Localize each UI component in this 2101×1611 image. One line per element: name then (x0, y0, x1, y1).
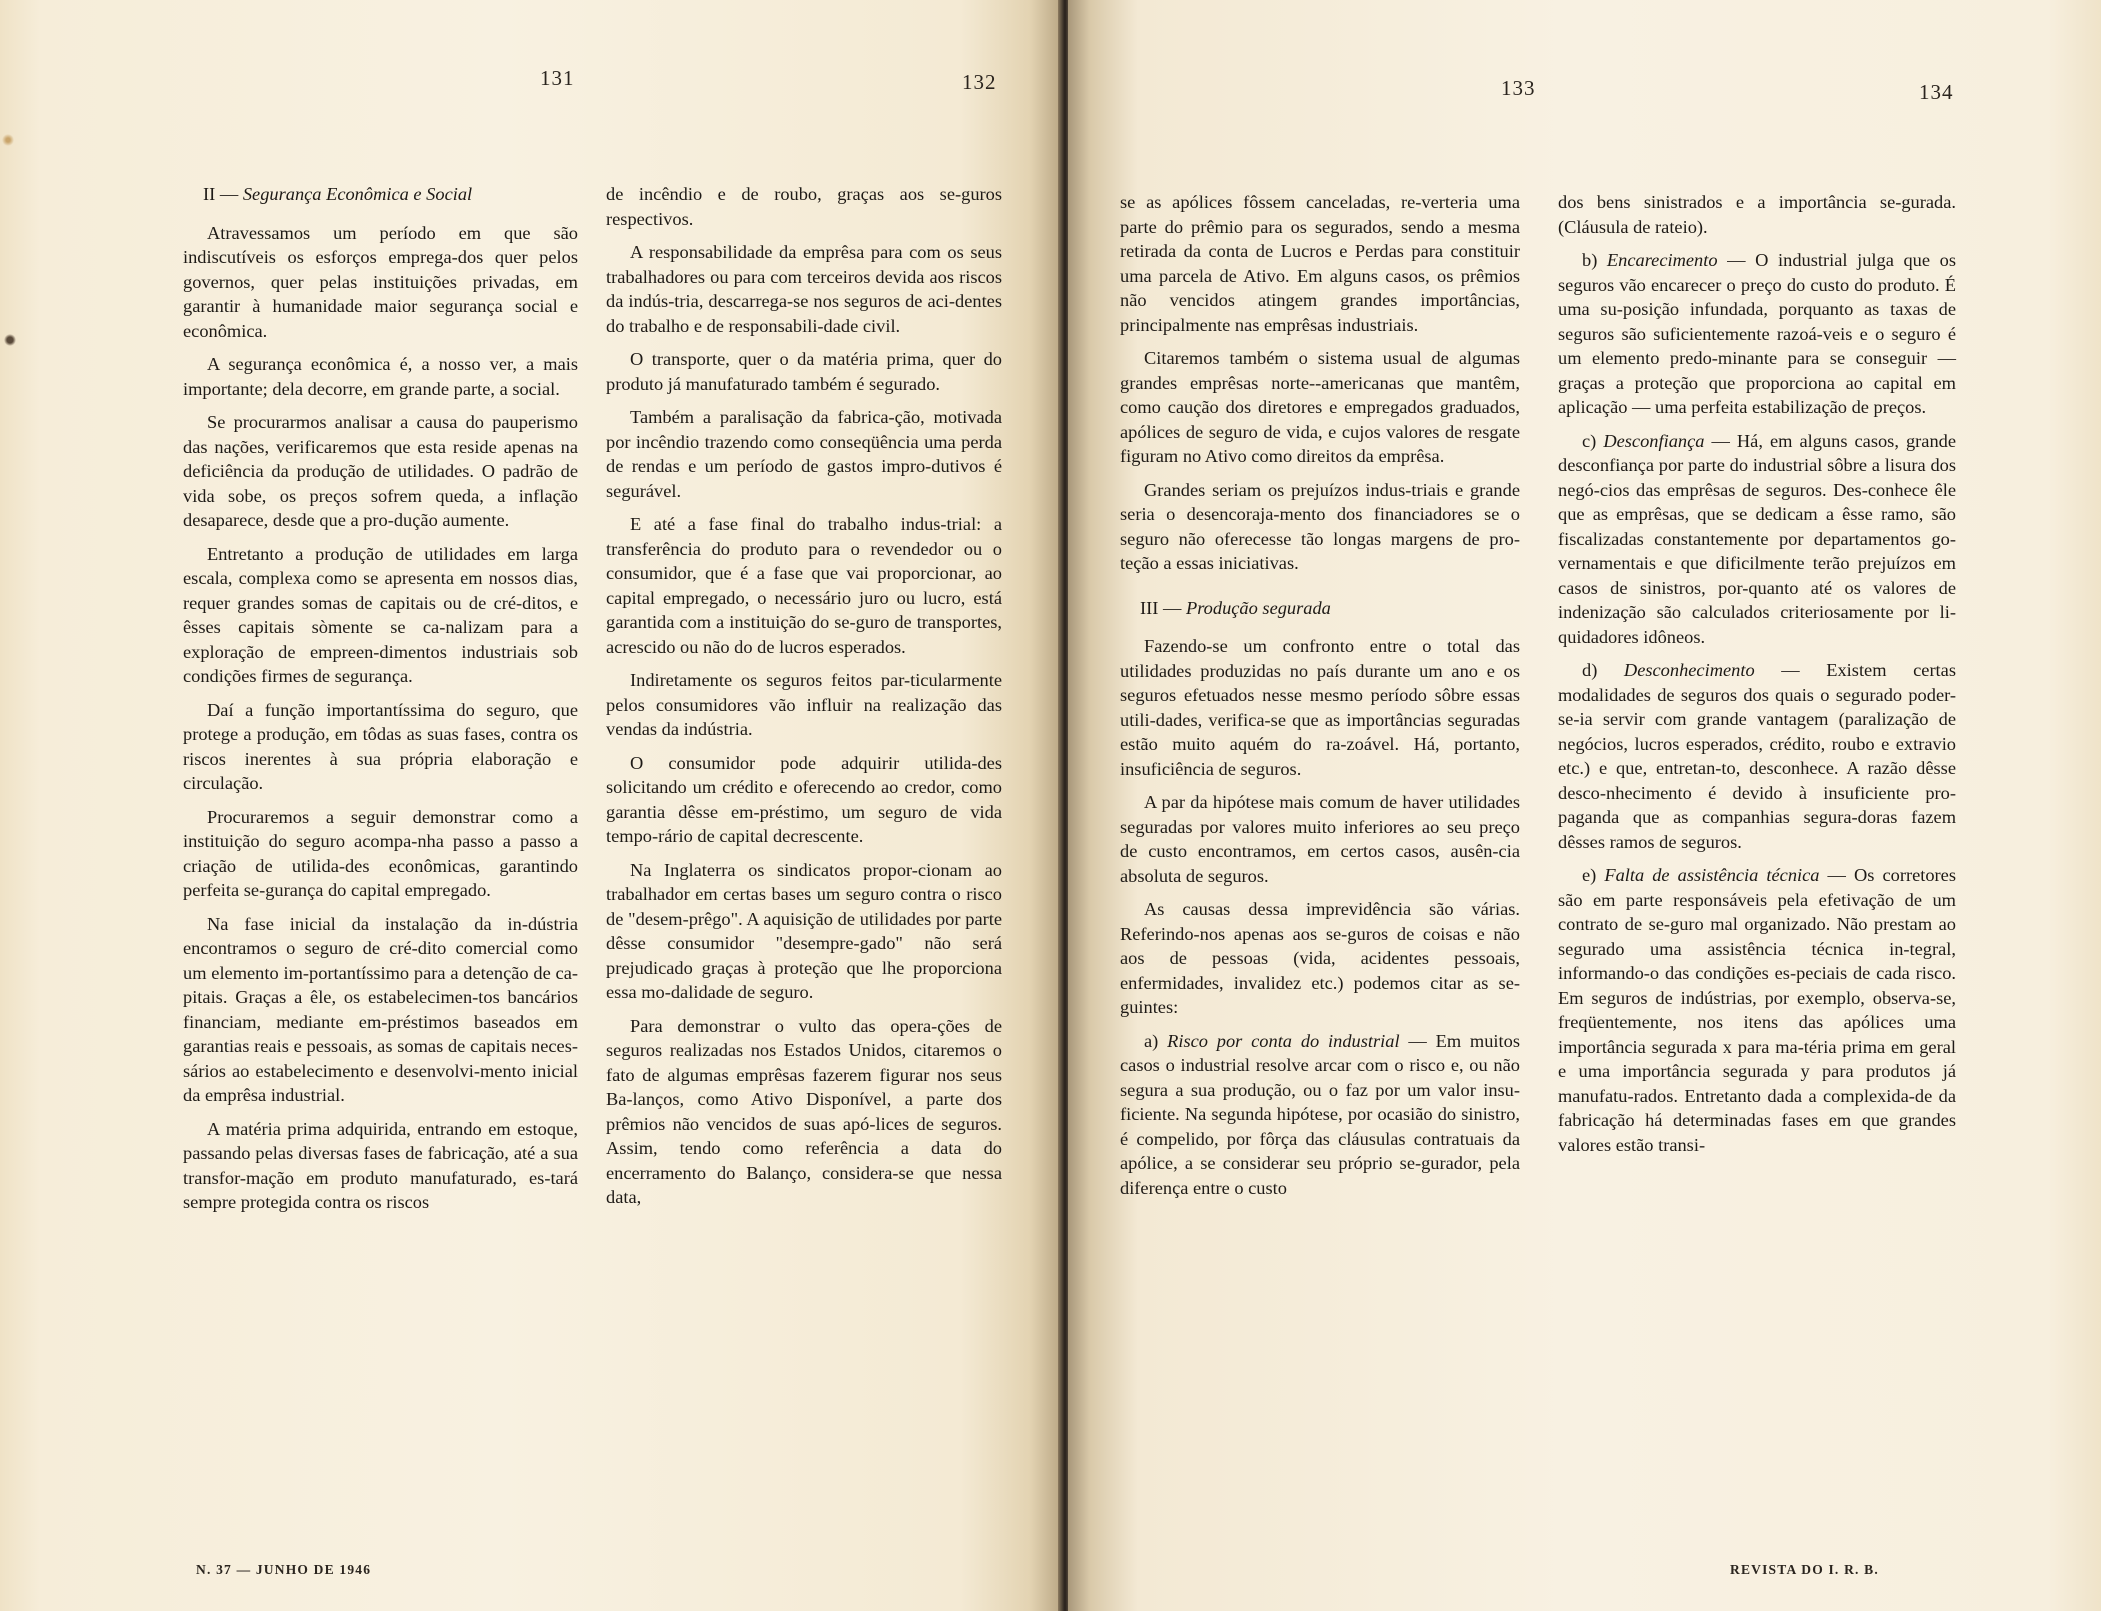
paragraph: A matéria prima adquirida, entrando em estoque, passando pelas diversas fases de fabricação, até a sua transfor-mação em produto manufaturado, es-tará sempre protegida contra os riscos (183, 1118, 578, 1212)
paragraph: Na Inglaterra os sindicatos propor-cionam ao trabalhador em certas bases um seguro contra o risco de "desem-prêgo". A aquisição de utilidades por parte dêsse consumidor "desempre-gado" não será prejudicado graças à proteção que lhe proporciona essa mo-dalidade de seguro. (606, 859, 1002, 1002)
item-title: Desconhecimento (1623, 660, 1755, 680)
item-label: e) (1582, 865, 1605, 885)
list-item-c (1558, 429, 1956, 650)
list-item-d (1558, 658, 1956, 854)
paragraph: O transporte, quer o da matéria prima, quer do produto já manufaturado também é segurado. (606, 349, 1002, 394)
paragraph: Entretanto a produção de utilidades em larga escala, complexa como se apresenta em nossos dias, requer grandes somas de capitais ou de cré-ditos, e êsses capitais sòmente se ca-nalizam para a exploração de empreen-dimentos industriais sob condições firmes de segurança. (183, 543, 578, 686)
section-heading-iii (1120, 596, 1520, 621)
section-heading-prefix: III — (1140, 597, 1186, 618)
paragraph: Citaremos também o sistema usual de algumas grandes emprêsas norte--americanas que mantêm, como caução dos diretores e empregados graduados, apólices de seguro de vida, e cujos valores de resgate figuram no Ativo como direitos da emprêsa. (1120, 348, 1520, 466)
paragraph: Também a paralisação da fabrica-ção, motivada por incêndio trazendo como conseqüência uma perda de rendas e um período de gastos impro-dutivos é segurável. (606, 407, 1002, 501)
column-page-133 (1120, 190, 1520, 1209)
paragraph: Para demonstrar o vulto das opera-ções de seguros realizadas nos Estados Unidos, citaremos o fato de algumas emprêsas fazerem figurar nos seus Ba-lanços, como Ativo Disponível, a parte dos prêmios não vencidos de suas apó-lices de seguros. Assim, tendo como referência a data do encerramento do Balanço, considera-se que nessa data, (606, 1015, 1002, 1207)
paragraph: Fazendo-se um confronto entre o total das utilidades produzidas no país durante um ano e os seguros efetuados nesse mesmo período sôbre essas utili-dades, verifica-se que as importâncias seguradas estão muito aquém do ra-zoável. Há, portanto, insuficiência de seguros. (1120, 636, 1520, 779)
paragraph: Indiretamente os seguros feitos par-ticularmente pelos consumidores vão influir na realização das vendas da indústria. (606, 670, 1002, 739)
paragraph: Na fase inicial da instalação da in-dústria encontramos o seguro de cré-dito comercial como um elemento im-portantíssimo para a detenção de ca-pitais. Graças a êle, os estabelecimen-tos bancários financiam, mediante em-préstimos baseados em garantias reais e pessoais, as somas de capitais neces-sários ao estabelecimento e desenvolvi-mento inicial da emprêsa industrial. (183, 913, 578, 1105)
section-heading-title: Produção segurada (1185, 597, 1331, 618)
paragraph: Se procurarmos analisar a causa do pauperismo das nações, verificaremos que esta reside apenas na deficiência da produção de utilidades. O padrão de vida sobe, os preços sofrem queda, a inflação desaparece, desde que a pro-dução aumente. (183, 412, 578, 530)
item-text: — Em muitos casos o industrial resolve arcar com o risco e, ou não segura a sua produção, ou o faz por um valor insu-ficiente. Na segunda hipótese, por ocasião do sinistro, é compelido, por fôrça das cláusulas contratuais da apólice, a se considerar seu próprio se-gurador, pela diferença entre o custo (1120, 1030, 1521, 1198)
paragraph: A par da hipótese mais comum de haver utilidades seguradas por valores muito inferiores ao seu preço de custo encontramos, em certos casos, ausên-cia absoluta de seguros. (1120, 792, 1520, 886)
right-page (1068, 0, 2101, 1611)
item-title: Falta de assistência técnica (1604, 865, 1820, 885)
section-heading-title: Segurança Econômica e Social (242, 184, 473, 204)
page-number-131: 131 (540, 66, 575, 90)
item-label: a) (1144, 1030, 1168, 1051)
item-text: — Existem certas modalidades de seguros dos quais o segurado poder-se-ia servir com grande vantagem (paralização de negócios, lucros esperados, crédito, roubo e extravio etc.) e que, entretan-to, desconhece. A razão dêsse desco-nhecimento é devido à insuficiente pro-paganda que as companhias segura-doras fazem dêsses ramos de seguros. (1558, 660, 1956, 852)
paragraph: Grandes seriam os prejuízos indus-triais e grande seria o desencoraja-mento dos financiadores se o seguro não oferecesse tão longas margens de pro-teção a essas iniciativas. (1120, 479, 1520, 573)
column-page-132 (606, 182, 1002, 1219)
section-heading-prefix: II — (203, 184, 243, 204)
column-page-131 (183, 182, 578, 1224)
list-item-b (1558, 248, 1956, 420)
item-text: — O industrial julga que os seguros vão encarecer o preço do custo do produto. É uma su-posição infundada, porquanto as taxas de seguros são suficientemente razoá-veis e o seguro é um elemento predo-minante para se conseguir — graças a proteção que proporciona ao capital em aplicação — uma perfeita estabilização de preços. (1558, 250, 1956, 417)
list-item-a (1120, 1029, 1520, 1201)
paragraph: A segurança econômica é, a nosso ver, a mais importante; dela decorre, em grande parte, a social. (183, 354, 578, 399)
footer-issue: N. 37 — JUNHO DE 1946 (196, 1562, 372, 1577)
paragraph: dos bens sinistrados e a importância se-gurada. (Cláusula de rateio). (1558, 192, 1956, 237)
item-text: — Há, em alguns casos, grande desconfiança por parte do industrial sôbre a lisura dos negó-cios das emprêsas de seguros. Des-conhece êle que as emprêsas, que se dedicam a êsse ramo, são fiscalizadas constantemente por departamentos go-vernamentais e que dificilmente terão prejuízos em casos de sinistros, por-quanto até os valores de indenização são calculados criteriosamente por li-quidadores idôneos. (1558, 430, 1957, 647)
section-heading-ii (183, 182, 578, 207)
item-text: — Os corretores são em parte responsáveis pela efetivação de um contrato de se-guro mal organizado. Não prestam ao segurado uma assistência técnica in-tegral, informando-o das condições es-peciais de cada risco. Em seguros de indústrias, por exemplo, observa-se, freqüentemente, nos itens das apólices uma importância segurada x para ma-téria prima em geral e uma importância segurada y para produtos já manufatu-rados. Entretanto dada a complexida-de da fabricação há determinadas fases em que grandes valores estão transi- (1558, 865, 1956, 1155)
page-edge-stain (0, 120, 18, 420)
item-label: d) (1582, 660, 1624, 680)
paragraph: Daí a função importantíssima do seguro, que protege a produção, em tôdas as suas fases, contra os riscos inerentes à sua própria elaboração e circulação. (183, 699, 578, 793)
page-number-132: 132 (962, 70, 997, 94)
paragraph: de incêndio e de roubo, graças aos se-guros respectivos. (606, 184, 1002, 229)
footer-journal: REVISTA DO I. R. B. (1730, 1562, 1879, 1577)
paragraph: O consumidor pode adquirir utilida-des solicitando um crédito e oferecendo ao credor, como garantia dêsse em-préstimo, um seguro de vida tempo-rário de capital decrescente. (606, 752, 1002, 846)
item-label: c) (1582, 430, 1604, 451)
page-number-134: 134 (1919, 80, 1954, 104)
item-label: b) (1582, 250, 1607, 270)
paragraph: A responsabilidade da emprêsa para com os seus trabalhadores ou para com terceiros devida aos riscos da indús-tria, descarrega-se nos seguros de aci-dentes do trabalho e de responsabili-dade civil. (606, 242, 1002, 336)
paragraph: se as apólices fôssem canceladas, re-verteria uma parte do prêmio para os segurados, sendo a mesma retirada da conta de Lucros e Perdas para constituir uma parcela de Ativo. Em alguns casos, os prêmios não vencidos atingem grandes importâncias, principalmente nas emprêsas industriais. (1120, 192, 1520, 335)
paragraph: Atravessamos um período em que são indiscutíveis os esforços emprega-dos quer pelos governos, quer pelas instituições privadas, em garantir à humanidade maior segurança social e econômica. (183, 222, 578, 341)
page-number-133: 133 (1501, 76, 1536, 100)
item-title: Encarecimento (1606, 250, 1718, 270)
item-title: Risco por conta do industrial (1167, 1030, 1400, 1051)
column-page-134 (1558, 190, 1956, 1166)
paragraph: E até a fase final do trabalho indus-trial: a transferência do produto para o revendedor ou o consumidor, que é a fase que vai proporcionar, ao capital empregado, o necessário juro ou lucro, está garantida com a instituição do se-guro de transportes, acrescido ou não do de lucros esperados. (606, 514, 1002, 657)
list-item-e (1558, 863, 1956, 1157)
item-title: Desconfiança (1603, 430, 1705, 451)
paragraph: As causas dessa imprevidência são várias. Referindo-nos apenas aos se-guros de coisas e não aos de pessoas (vida, acidentes pessoais, enfermidades, invalidez etc.) podemos citar as se-guintes: (1120, 899, 1520, 1017)
paragraph: Procuraremos a seguir demonstrar como a instituição do seguro acompa-nha passo a passo a criação de utilida-des econômicas, garantindo perfeita se-gurança do capital empregado. (183, 806, 578, 900)
